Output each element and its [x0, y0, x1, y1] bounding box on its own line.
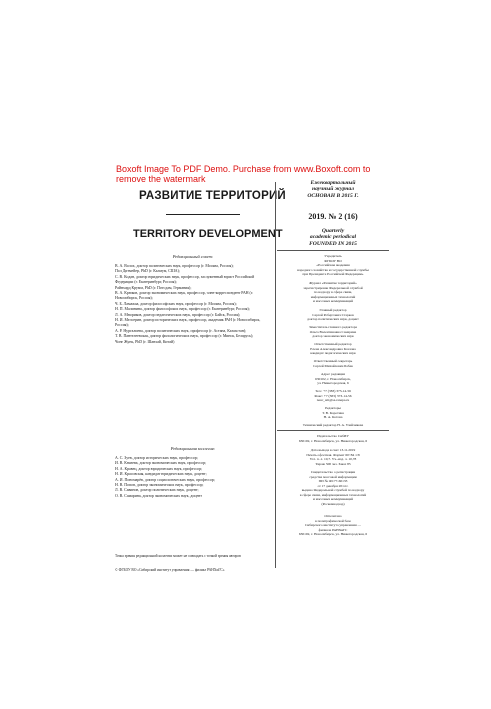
title-divider — [166, 214, 240, 215]
board-member: Н. В. Попов, доктор экономических наук, профессор; — [115, 483, 204, 488]
editorial-board-title: Редакционная коллегия: — [170, 446, 216, 451]
contacts-block — [277, 389, 389, 403]
board-member: А. С. Зуев, доктор исторических наук, профессор; — [115, 456, 198, 460]
managing-editor-block — [277, 342, 389, 356]
registration-line: и массовых коммуникаций — [313, 299, 353, 303]
contact-line: Факс: +7 (383) 373-14-56 — [314, 393, 352, 398]
chief-editor-line: Главный редактор — [319, 308, 347, 312]
founder-block — [277, 254, 389, 277]
board-member: Л. В. Савинов, доктор политических наук, доцент; — [115, 488, 199, 493]
council-member: Н. И. Мелсерин, доктор исторических наук, профессор, академик РАН (г. Новосибирск, Россия); — [115, 318, 261, 328]
print-detail-line: Печать офсетная. Формат 60×84 1/8 — [306, 452, 360, 457]
print-detail-line: Усл. п. л. 10,7. Уч.-изд. л. 10,78 — [309, 457, 357, 461]
editorial-council-list — [115, 264, 273, 345]
deputy-editor-line: Заместитель главного редактора — [308, 325, 357, 329]
council-member: Райнхард Крумм, PhD (г. Потсдам, Германия); — [115, 285, 192, 290]
council-member: Л. А. Мнориков, доктор педагогических наук, профессор (г. Байск, Россия); — [115, 312, 241, 317]
editors-block — [277, 406, 389, 420]
deputy-editor-line: доктор экономических наук — [312, 334, 354, 338]
managing-editor-line: кандидат педагогических наук — [310, 351, 356, 355]
printed-at-line: в полиграфической базе — [315, 518, 351, 523]
registration-line: по надзору в сфере связи, — [313, 290, 353, 294]
deputy-editor-block — [277, 325, 389, 339]
media-registration-line: (Роскомнадзор) — [321, 501, 345, 506]
media-registration-line: Свидетельство о регистрации — [310, 470, 356, 474]
registration-line: зарегистрирован Федеральной службой — [303, 285, 363, 290]
print-details-block — [277, 448, 389, 466]
publisher-block — [277, 434, 389, 443]
journal-title-russian: РАЗВИТИЕ ТЕРРИТОРИЙ — [139, 190, 286, 202]
editorial-address-block — [277, 372, 389, 386]
journal-page — [113, 154, 395, 694]
chief-editor-block — [277, 308, 389, 322]
print-detail-line: Дата выхода в свет 13.11.2019 — [310, 448, 356, 452]
council-member: Чонг Жунь, PhD (г. Шанхай, Китай) — [115, 339, 175, 344]
council-member: А. Р. Нургалиева, доктор политических наук, профессор (г. Астана, Казахстан); — [115, 328, 247, 333]
technical-editor-line: Технический редактор Н. А. Улейчикова — [302, 423, 364, 427]
media-registration-line: и массовых коммуникаций — [313, 497, 353, 501]
journal-frequency-ru — [277, 180, 389, 199]
council-member: С. В. Кодан, доктор юридических наук, профессор, заслуженный юрист Российской Федерации (г. Екатеринбург, Россия); — [115, 274, 255, 285]
printed-at-line: Отпечатано — [324, 514, 342, 518]
founder-line: «Российская академия — [316, 263, 350, 267]
copyright-line: © ФГБОУ ВО «Сибирский институт управления — филиал РАНХиГС» — [115, 568, 225, 572]
registration-line: информационных технологий — [310, 294, 356, 299]
media-registration-line: выдано Федеральной службой по надзору — [301, 488, 365, 492]
address-line: ул. Нижегородская, 6 — [317, 381, 349, 385]
founder-line: Учредитель — [324, 254, 342, 258]
board-member: О. В. Самарина, доктор экономических наук, доцент — [115, 493, 202, 498]
registration-line: Журнал «Развитие территорий» — [309, 281, 357, 285]
column-divider — [275, 182, 276, 568]
printed-at-block — [277, 514, 389, 537]
media-registration-line: средства массовой информации — [309, 474, 357, 479]
council-member: В. А. Волох, доктор политических наук, профессор (г. Москва, Россия); — [115, 264, 234, 268]
media-registration-line: в сфере связи, информационных технологий — [299, 492, 367, 497]
address-line: 630102, г. Новосибирск, — [315, 376, 351, 381]
frequency-line-1: Ежеквартальный — [310, 180, 356, 186]
deputy-editor-line: Ольга Валентиновна Самарина — [309, 329, 357, 334]
editorial-board-list — [115, 456, 273, 499]
editors-line: Редакторы — [325, 406, 341, 410]
contact-line: nauc_sm@sa.ranepa.ru — [316, 398, 350, 402]
registration-block — [277, 281, 389, 304]
frequency-en-line-2: academic periodical — [309, 234, 357, 241]
media-registration-block — [277, 470, 389, 506]
secretary-line: Ответственный секретарь — [313, 359, 353, 363]
founder-line: при Президенте Российской Федерации» — [302, 272, 364, 276]
chief-editor-line: Сергей Робертович Старков — [312, 312, 354, 317]
printed-at-line: 630102, г. Новосибирск, ул. Нижегородская, 6 — [298, 532, 368, 536]
printed-at-line: филиала РАНХиГС — [318, 527, 348, 532]
managing-editor-line: Ответственный редактор — [314, 342, 352, 346]
secretary-block — [277, 359, 389, 368]
frequency-line-2: научный журнал — [311, 186, 355, 193]
secretary-line: Сергей Михайлович Бабак — [313, 363, 353, 368]
journal-frequency-en — [277, 228, 389, 247]
technical-editor-block — [277, 423, 389, 428]
board-member: А. И. Пономарёв, доктор социологических наук, профессор; — [115, 477, 215, 482]
print-detail-line: Тираж 500 экз. Заказ 85 — [315, 461, 351, 466]
media-registration-line: ПИ № ФС77-60133 — [318, 479, 348, 483]
council-member: Пол Дитмейер, PhD (г. Калмум, США); — [115, 269, 180, 274]
media-registration-line: от 17 декабря 2014 г. — [317, 483, 349, 488]
editorial-council-title: Редакционный совет: — [172, 254, 214, 259]
contact-line: Тел.: +7 (383) 373-14-56 — [315, 389, 351, 393]
watermark-text: Boxoft Image To PDF Demo. Purchase from www.Boxoft.com to remove the watermark — [116, 164, 371, 184]
right-header-rule — [277, 250, 389, 251]
address-line: Адрес редакции — [320, 372, 346, 376]
chief-editor-line: доктор политических наук, доцент — [307, 317, 359, 321]
editors-line: Т. В. Коротина — [322, 410, 344, 415]
frequency-en-line-3: FOUNDED IN 2015 — [309, 240, 357, 247]
frequency-line-3: ОСНОВАН В 2015 Г. — [307, 192, 359, 199]
right-mid-rule — [277, 430, 389, 431]
editors-line: Н. А. Котова — [323, 415, 343, 419]
publisher-line: 630102, г. Новосибирск, ул. Нижегородская, 6 — [298, 438, 368, 443]
board-member: И. В. Князева, доктор экономических наук, профессор; — [115, 461, 207, 466]
editorial-disclaimer: Точка зрения редакционной коллегии может не совпадать с точкой зрения авторов — [115, 554, 241, 558]
publisher-line: Издательство СибИУ — [317, 434, 349, 438]
journal-title-english: TERRITORY DEVELOPMENT — [133, 228, 283, 240]
council-member: Т. В. Пантелеевская, доктор филологических наук, профессор (г. Минск, Беларусь); — [115, 334, 254, 339]
founder-line: народного хозяйства и государственной службы — [297, 267, 369, 272]
issue-number: 2019. № 2 (16) — [308, 212, 358, 221]
board-member: Н. И. Красовская, кандидат юридических наук, доцент; — [115, 472, 207, 477]
founder-line: ФГБОУ ВО — [324, 258, 342, 263]
board-member: Н. А. Кравец, доктор юридических наук, профессор; — [115, 466, 203, 471]
printed-at-line: Сибирского института управления — — [305, 523, 361, 527]
managing-editor-line: Елена Александровна Козлова — [310, 346, 356, 351]
council-member: Ч. Б. Ламажаа, доктор философских наук, профессор (г. Москва, Россия); — [115, 301, 237, 306]
frequency-en-line-1: Quarterly — [321, 228, 345, 234]
council-member: Н. П. Малинина, доктор философских наук, профессор (г. Екатеринбург, Россия); — [115, 307, 250, 312]
council-member: В. А. Крюков, доктор экономических наук, профессор, член-корреспондент РАН (г. Новосибирск, Россия); — [115, 291, 253, 301]
